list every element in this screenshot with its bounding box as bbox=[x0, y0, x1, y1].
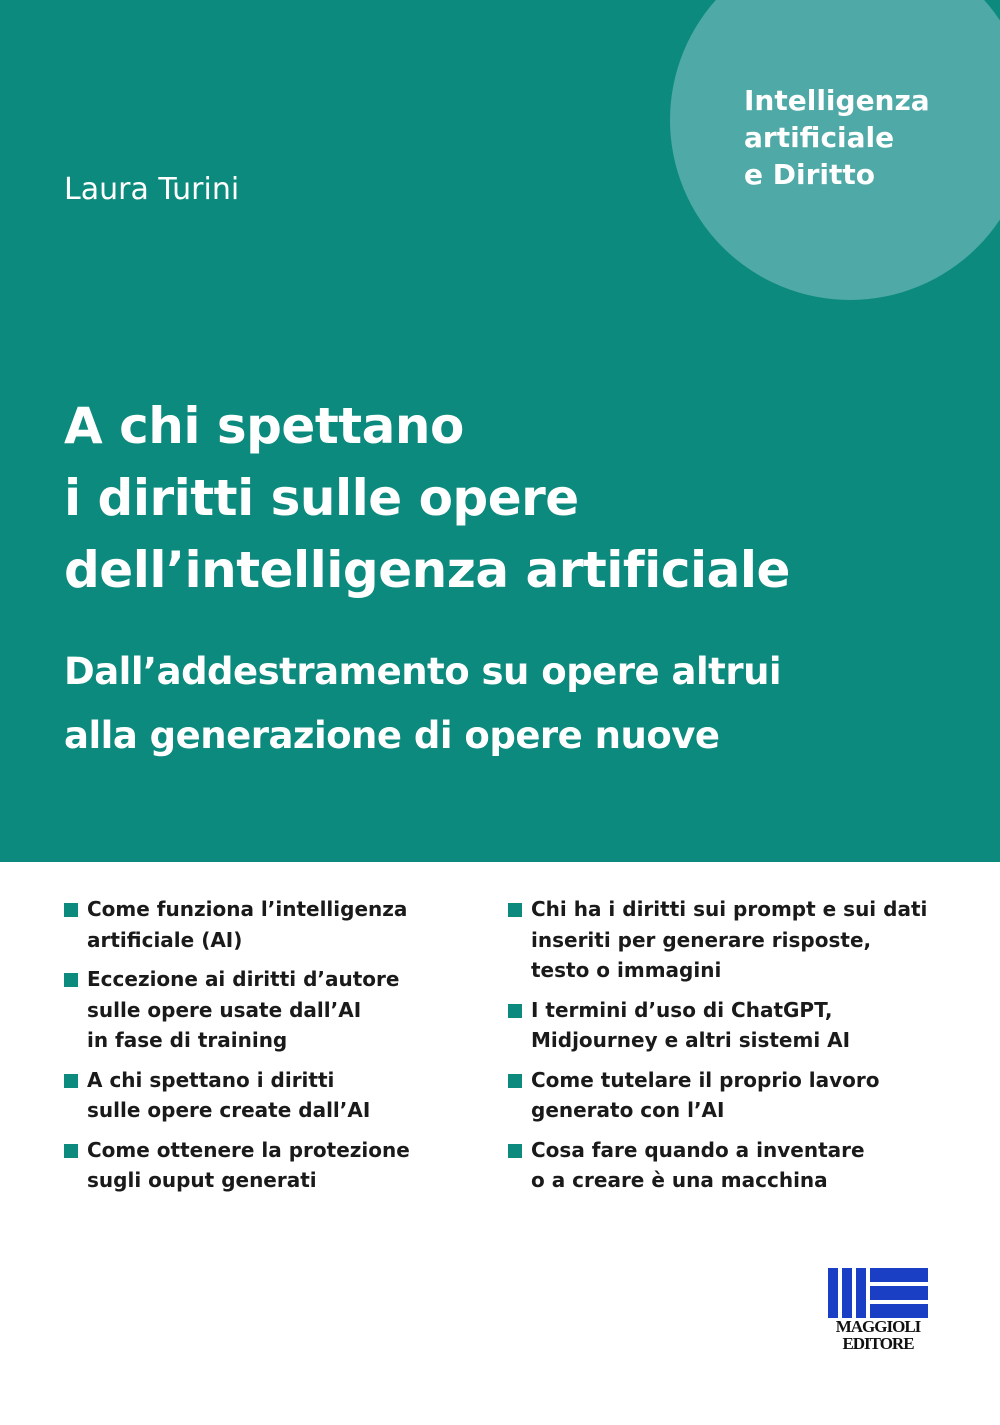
bullet-square-icon bbox=[508, 1004, 522, 1018]
book-title bbox=[64, 390, 790, 606]
title-line: i diritti sulle opere bbox=[64, 469, 579, 527]
subtitle-line: Dall’addestramento su opere altrui bbox=[64, 650, 782, 693]
bullet-item bbox=[64, 964, 484, 1056]
bullet-text: sulle opere create dall’AI bbox=[87, 1098, 371, 1122]
bullet-square-icon bbox=[508, 1074, 522, 1088]
bullet-square-icon bbox=[64, 973, 78, 987]
bullet-item bbox=[508, 894, 928, 986]
bullet-text: Midjourney e altri sistemi AI bbox=[531, 1028, 851, 1052]
series-line: artificiale bbox=[744, 121, 895, 154]
bullet-square-icon bbox=[64, 903, 78, 917]
bullet-text: artificiale (AI) bbox=[87, 927, 243, 952]
bullets-left bbox=[64, 894, 484, 1205]
bullet-text: Come ottenere la protezione bbox=[87, 1137, 410, 1162]
series-name bbox=[744, 82, 930, 193]
bullet-item bbox=[508, 1135, 928, 1196]
publisher-name: EDITORE bbox=[842, 1334, 914, 1353]
bullet-text: I termini d’uso di ChatGPT, bbox=[531, 997, 833, 1022]
bullet-item bbox=[508, 1065, 928, 1126]
author: Laura Turini bbox=[64, 172, 240, 207]
bullet-item bbox=[64, 1135, 484, 1196]
bullet-text: sulle opere usate dall’AI bbox=[87, 997, 362, 1022]
bullet-square-icon bbox=[64, 1074, 78, 1088]
bullets-right bbox=[508, 894, 928, 1205]
book-subtitle bbox=[64, 640, 781, 768]
bullet-text: inseriti per generare risposte, bbox=[531, 927, 872, 952]
bullet-square-icon bbox=[508, 1144, 522, 1158]
bullet-text: sugli ouput generati bbox=[87, 1168, 317, 1192]
bullet-text: in fase di training bbox=[87, 1028, 288, 1052]
bullet-text: Come tutelare il proprio lavoro bbox=[531, 1067, 880, 1092]
series-line: e Diritto bbox=[744, 158, 875, 191]
title-line: dell’intelligenza artificiale bbox=[64, 541, 790, 599]
bullet-text: generato con l’AI bbox=[531, 1098, 725, 1122]
logo-mark bbox=[828, 1268, 928, 1318]
bullet-text: testo o immagini bbox=[531, 958, 722, 982]
title-line: A chi spettano bbox=[64, 397, 464, 455]
bullet-text: Eccezione ai diritti d’autore bbox=[87, 967, 400, 991]
bullet-text: A chi spettano i diritti bbox=[87, 1067, 335, 1092]
bullet-text: Come funziona l’intelligenza bbox=[87, 897, 408, 921]
bullet-item bbox=[64, 1065, 484, 1126]
publisher-name: MAGGIOLI bbox=[835, 1317, 921, 1336]
bullet-item bbox=[64, 894, 484, 955]
bullet-square-icon bbox=[508, 903, 522, 917]
series-line: Intelligenza bbox=[744, 84, 930, 117]
bullet-text: Cosa fare quando a inventare bbox=[531, 1137, 865, 1162]
bullet-square-icon bbox=[64, 1144, 78, 1158]
bullet-item bbox=[508, 995, 928, 1056]
bullet-text: o a creare è una macchina bbox=[531, 1168, 828, 1192]
bullet-text: Chi ha i diritti sui prompt e sui dati bbox=[531, 897, 928, 921]
subtitle-line: alla generazione di opere nuove bbox=[64, 714, 720, 757]
publisher-logo bbox=[828, 1268, 928, 1352]
